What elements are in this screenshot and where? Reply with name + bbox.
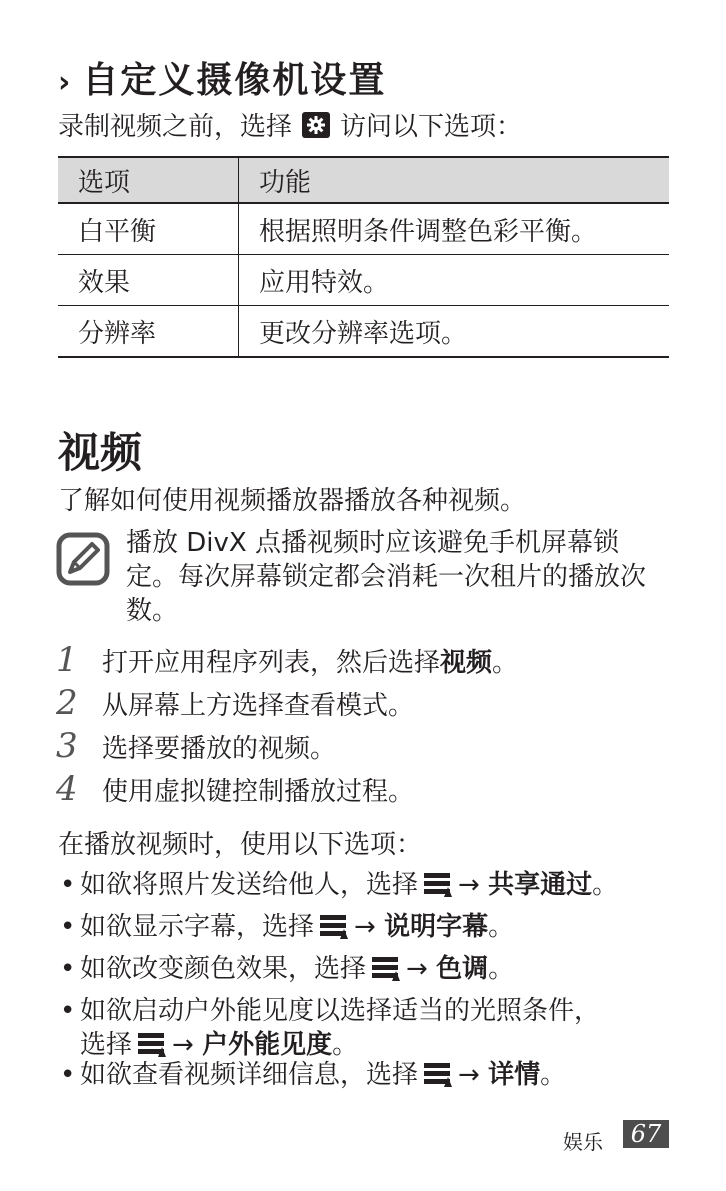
options-intro: 在播放视频时，使用以下选项： [58,830,423,860]
table-row [58,306,669,358]
intro-before-text: 录制视频之前，选择 [58,112,293,142]
bullet-dot: • [60,954,76,984]
bullet-dot: • [60,870,76,900]
step-item [56,769,414,809]
list-item [60,868,618,902]
step-number: 2 [56,683,78,723]
bullet-text: 选择 [80,1030,133,1060]
bullet-bold-text: 共享通过 [488,870,593,900]
step-text: 选择要播放的视频。 [102,734,337,764]
header-option: 选项 [58,157,239,203]
bullet-text: 如欲改变颜色效果，选择 [80,954,367,984]
note-text: 播放 DivX 点播视频时应该避免手机屏幕锁定。每次屏幕锁定都会消耗一次租片的播放次数。 [126,528,647,626]
bullet-dot: • [60,912,76,942]
table-cell: 更改分辨率选项。 [239,306,670,358]
arrow: → [458,1060,480,1090]
list-item [60,1058,566,1092]
list-item [60,994,600,1062]
menu-icon [372,955,400,981]
section-title [58,52,386,103]
step-item [56,683,414,723]
intro-after-text: 访问以下选项： [340,112,523,142]
table-cell: 效果 [58,255,239,306]
bullet-bold-text: 户外能见度 [202,1030,333,1060]
bullet-dot: • [60,1060,76,1090]
table-row [58,203,669,255]
step-text: 使用虚拟键控制播放过程。 [102,777,415,807]
arrow: → [458,870,480,900]
table-cell: 分辨率 [58,306,239,358]
step-item [56,726,336,766]
step-end: 。 [492,648,519,678]
bullet-text: 如欲显示字幕，选择 [80,912,315,942]
gear-icon [302,112,330,138]
section-title-text: 自定义摄像机设置 [82,60,387,101]
step-bold-text: 视频 [440,648,493,678]
chevron-right-icon: › [58,65,73,100]
step-text: 打开应用程序列表，然后选择 [102,648,441,678]
video-intro: 了解如何使用视频播放器播放各种视频。 [58,486,527,516]
menu-icon [320,913,348,939]
section-intro [58,106,522,143]
bullet-end: 。 [592,870,619,900]
list-item [60,910,514,944]
table-header-row [58,157,669,203]
header-function: 功能 [239,157,670,203]
table-cell: 根据照明条件调整色彩平衡。 [239,203,670,255]
bullet-bold-text: 详情 [488,1060,541,1090]
bullet-end: 。 [488,954,515,984]
arrow: → [406,954,428,984]
bullet-end: 。 [488,912,515,942]
bullet-end: 。 [332,1030,359,1060]
menu-icon [424,871,452,897]
step-text: 从屏幕上方选择查看模式。 [102,691,415,721]
menu-icon [138,1031,166,1057]
bullet-text: 如欲查看视频详细信息，选择 [80,1060,419,1090]
bullet-bold-text: 色调 [436,954,489,984]
page-number: 67 [623,1120,669,1148]
list-item [60,952,514,986]
step-item [56,640,518,680]
note-pencil-icon [56,532,110,590]
table-cell: 应用特效。 [239,255,670,306]
bullet-end: 。 [540,1060,567,1090]
footer-section-label: 娱乐 [563,1130,603,1154]
options-table [58,156,669,358]
bullet-bold-text: 说明字幕 [384,912,489,942]
menu-icon [424,1061,452,1087]
bullet-dot: • [60,996,76,1026]
arrow: → [172,1030,194,1060]
video-title: 视频 [58,428,143,477]
step-number: 1 [56,640,78,680]
arrow: → [354,912,376,942]
table-row [58,255,669,306]
bullet-text: 如欲启动户外能见度以选择适当的光照条件， [80,996,601,1026]
step-number: 4 [56,769,78,809]
step-number: 3 [56,726,78,766]
table-cell: 白平衡 [58,203,239,255]
bullet-text: 如欲将照片发送给他人，选择 [80,870,419,900]
